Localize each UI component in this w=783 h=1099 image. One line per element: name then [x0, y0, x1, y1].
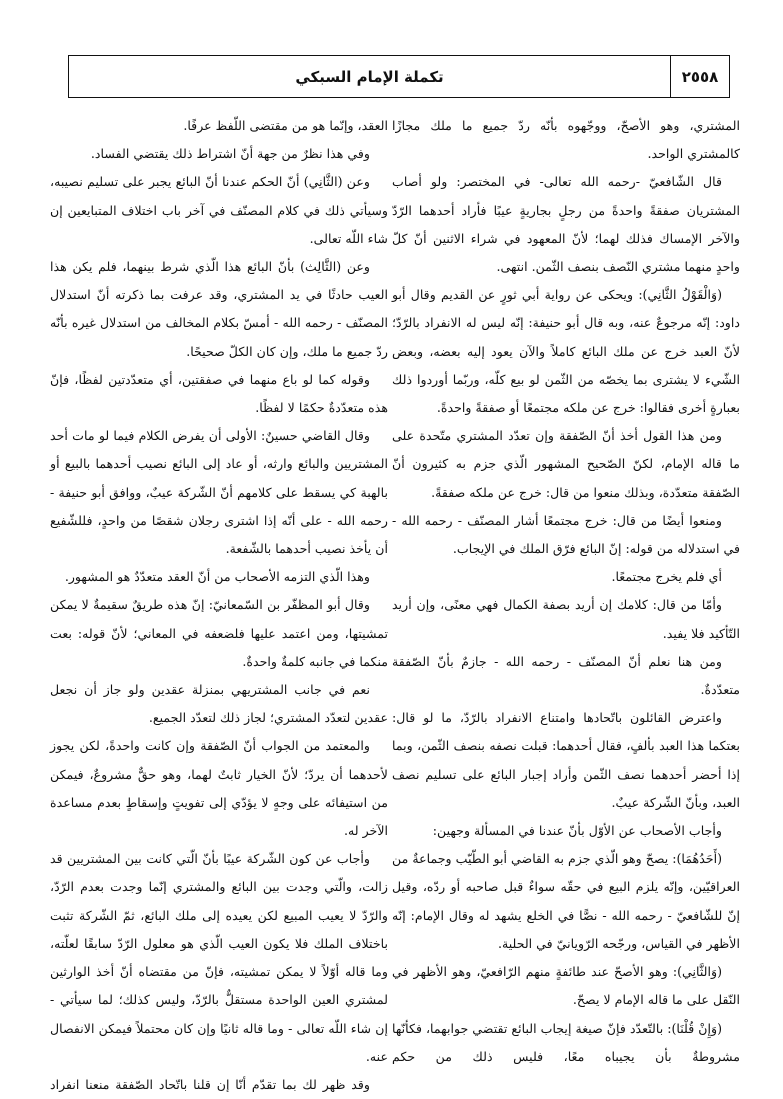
- paragraph: (وَإِنْ قُلْنَا): بالتّعدّد فإنّ صيغة إيجاب البائع تقتضي جوابهما، فكأنّها مشروطةٌ بأن يجيباه معًا، فليس ذلك من حكم: [392, 1020, 740, 1064]
- paragraph: أي فلم يخرج مجتمعًا.: [611, 569, 722, 585]
- paragraph: ومن هنا نعلم أنّ المصنّف - رحمه الله - جازمٌ بأنّ الصّفقة متعدّدةٌ.: [392, 653, 740, 698]
- page-number: ٢٥٥٨: [670, 56, 729, 97]
- right-column: [392, 112, 740, 1099]
- book-title: تكملة الإمام السبكي: [295, 67, 444, 86]
- paragraph: وقال القاضي حسينٌ: الأولى أن يفرض الكلام فيما لو مات أحد المشتريين والبائع وارثه، أو عاد إلى البائع نصيب أحدهما بالبيع أو بالهبة كي يسقط على كلامهم أنّ الشّركة عيبٌ، ووافق أبو حنيفة - رحمه الله - على أنّه إذا اشترى رجلان شقصًا من واحدٍ، فللشّفيع أن يأخذ نصيب أحدهما بالشّفعة.: [50, 428, 388, 557]
- paragraph: نعم في جانب المشتريهي بمنزلة عقدين ولو جاز أن نجعل عقدين لتعدّد المشتري؛ لجاز ذلك لتعدّد الجميع.: [50, 682, 388, 726]
- paragraph: وهذا الّذي التزمه الأصحاب من أنّ العقد متعدّدٌ هو المشهور.: [64, 569, 370, 585]
- paragraph: وأجاب الأصحاب عن الأوّل بأنّ عندنا في المسألة وجهين:: [432, 823, 722, 839]
- paragraph: وأمّا من قال: كلامك إن أريد بصفة الكمال فهي معنًى، وإن أريد التّأكيد فلا يفيد.: [392, 597, 740, 641]
- paragraph: وقد ظهر لك بما تقدّم أنّا إن قلنا باتّحاد الصّفقة منعنا انفراد: [50, 1076, 370, 1092]
- paragraph: العقد، وإنّما هو من مقتضى اللّفظ عرفًا.: [183, 118, 388, 133]
- paragraph: وقال أبو المظفّر بن السّمعانيّ: إنّ هذه طريقٌ سقيمةٌ لا يمكن تمشيتها، ومن اعتمد عليها فلضعفه في المعاني؛ لأنّ قوله: بعت منكما في جانبه كلمةٌ واحدةٌ.: [50, 597, 388, 669]
- page-header: [68, 55, 730, 98]
- paragraph: والمعتمد من الجواب أنّ الصّفقة وإن كانت واحدةً، لكن يجوز لأحدهما أن يردّ؛ لأنّ الخيار ثابتٌ لهما، وهو حقٌّ مشروعٌ، فيمكن من استيفائه على وجهٍ لا يؤدّي إلى تفويتٍ وإسقاطٍ بعدم مساعدة الآخر له.: [50, 738, 388, 839]
- paragraph: (وَالثَّانِي): وهو الأصحّ عند طائفةٍ منهم الرّافعيّ، وهو الأظهر في النّقل على ما قاله الإمام لا يصحّ.: [392, 964, 740, 1008]
- paragraph: ومنعوا أيضًا من قال: خرج مجتمعًا أشار المصنّف - رحمه الله - في استدلاله من قوله: إنّ البائع فرّق الملك في الإيجاب.: [392, 512, 740, 557]
- paragraph: ومن هذا القول أخذ أنّ الصّفقة وإن تعدّد المشتري متّحدة على ما قاله الإمام، لكنّ الصّحيح المشهور الّذي جزم به كثيرون أنّ الصّفقة متعدّدة، وبذلك منعوا من قال: خرج عن ملكه صفقةً.: [392, 428, 740, 500]
- paragraph: وأجاب عن كون الشّركة عيبًا بأنّ الّتي كانت بين المشتريين قد زالت، والّتي وجدت بين البائع والمشتري إنّما وجدت بعدم الرّدّ، والرّدّ لا يعيب المبيع لكن يعيده إلى ملك البائع، ثمّ الشّركة تثبت باختلاف الملك فلا يكون العيب الّذي هو معلول الرّدّ سابقًا لعلّته، وما قاله أوّلاً لا يمكن تمشيته، فإنّ من مقتضاه أنّ أخذ الوارثين لمشتري العين الواحدة مستقلٌّ بالرّدّ، وليس كذلك؛ لما سيأتي - إن شاء اللّه تعالى - وما قاله ثانيًا وإن كان محتملاً فيمكن الانفصال عنه.: [50, 851, 388, 1064]
- left-column: [50, 112, 388, 1099]
- paragraph: واعترض القائلون باتّحادها وامتناع الانفراد بالرّدّ، ما لو قال: بعتكما هذا العبد بألفٍ، فقال أحدهما: قبلت نصفه بنصف الثّمن، وبما إذا أحضر أحدهما نصف الثّمن وأراد إجبار البائع على تسليم نصف العبد، وبأنّ الشّركة عيبٌ.: [392, 710, 740, 810]
- paragraph: (وَالْقَوْلُ الثَّانِي): ويحكى عن رواية أبي ثورٍ عن القديم وقال أبو داود: إنّه مرجوعٌ عنه، وبه قال أبو حنيفة: إنّه ليس له الانفراد بالرّدّ؛ لأنّ العبد خرج عن ملك البائع كاملاً والآن يعود إليه بعضه، وبعض الشّيء لا يشترى بما يخصّه من الثّمن لو بيع كلّه، وربّما أوردوا ذلك بعبارةٍ أخرى فقالوا: خرج عن ملكه مجتمعًا أو صفقةً واحدةً.: [392, 287, 740, 416]
- paragraph: وفي هذا نظرٌ من جهة أنّ اشتراط ذلك يقتضي الفساد.: [90, 146, 370, 162]
- paragraph: المشتري، وهو الأصحّ، ووجّهوه بأنّه ردّ جميع ما ملك مجازًا كالمشتري الواحد.: [392, 118, 740, 162]
- paragraph: قال الشّافعيّ -رحمه الله تعالى- في المختصر: ولو أصاب المشتريان صفقةً واحدةً من رجلٍ بجاريةٍ عيبًا فأراد أحدهما الرّدّ والآخر الإمساك فذلك لهما؛ لأنّ المعهود في شراء الاثنين أنّ كلّ واحدٍ منهما مشتري النّصف بنصف الثّمن. انتهى.: [392, 174, 740, 275]
- paragraph: وقوله كما لو باع منهما في صفقتين، أي متعدّدتين لفظًا، فإنّ هذه متعدّدةٌ حكمًا لا لفظًا.: [50, 371, 388, 416]
- text-columns: [50, 112, 740, 1099]
- paragraph: وعن (الثَّالِث) بأنّ البائع هذا الّذي شرط بينهما، فلم يكن هذا العيب حادثًا في يد المشتري، وقد عرفت بما ذكرته أنّ استدلال المصنّف - رحمه الله - أمسّ بكلام المخالف من استدلال غيره بأنّه ردّ جميع ما ملك، وإن كان الكلّ صحيحًا.: [50, 259, 388, 359]
- paragraph: (أَحَدُهُمَا): يصحّ وهو الّذي جزم به القاضي أبو الطّيّب وجماعةٌ من العراقيّين، وإنّه يلزم البيع في حقّه سواءٌ قبل صاحبه أو ردّه، وقيل إنّ للشّافعيّ - رحمه الله - نصًّا في الخلع يشهد له وقال الإمام: إنّه الأظهر في القياس، ورجّحه الرّويانيّ في الحلية.: [392, 851, 740, 951]
- paragraph: وعن (الثَّانِي) أنّ الحكم عندنا أنّ البائع يجبر على تسليم نصيبه، وسيأتي ذلك في كلام المصنّف في آخر باب اختلاف المتبايعين إن شاء اللّه تعالى.: [50, 174, 388, 246]
